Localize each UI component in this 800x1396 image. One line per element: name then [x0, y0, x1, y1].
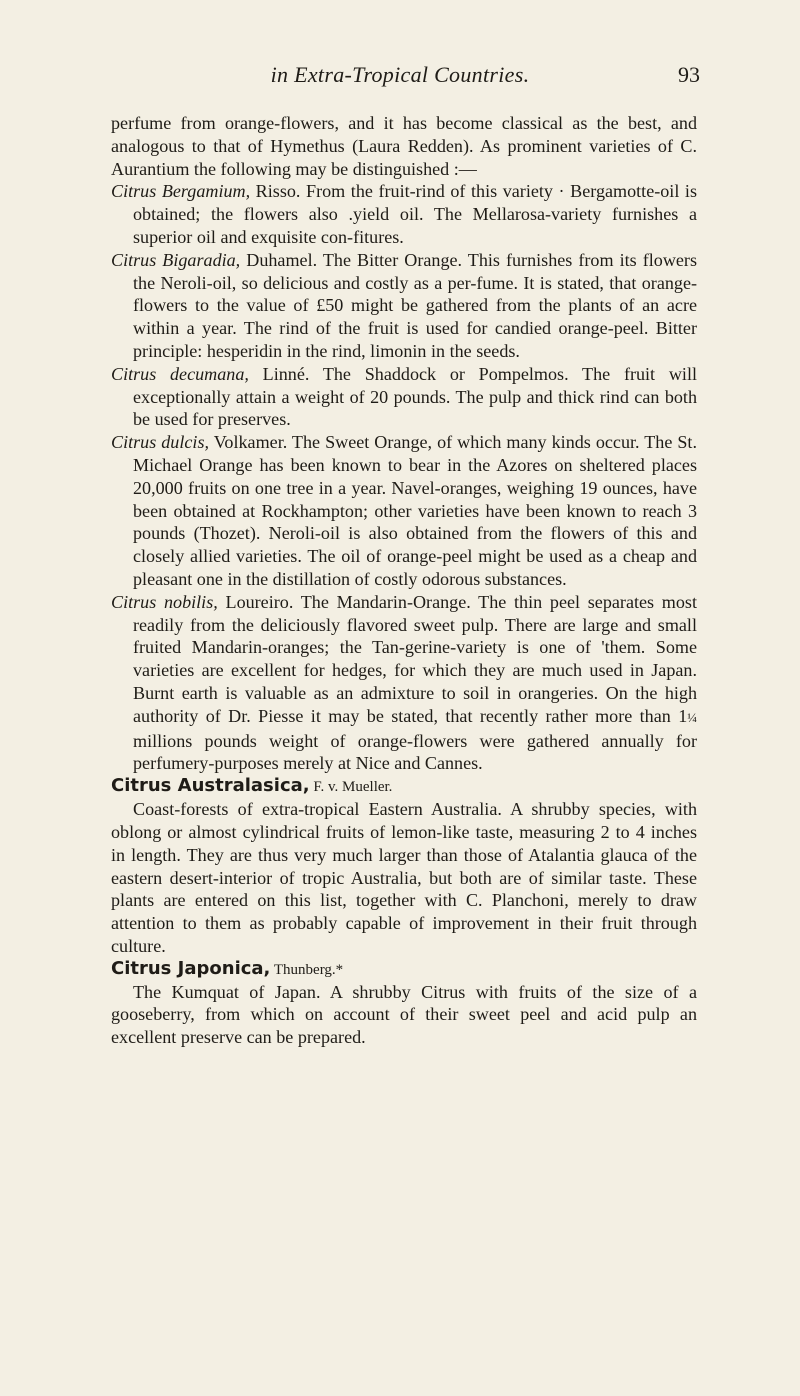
- entry-text: Volkamer. The Sweet Orange, of which many kinds occur. The St. Michael Orange has been known to bear in the Azores on sheltered places 20,000 fruits on one tree in a year. Navel-oranges, weighing 19 ounces, have been obtained at Rockhampton; other varieties have been known to reach 3 pounds (Thozet). Neroli-oil is also obtained from the flowers of this and closely allied varieties. The oil of orange-peel might be used as a cheap and pleasant one in the distillation of costly odorous substances.: [133, 432, 697, 589]
- section-heading: [111, 775, 697, 798]
- section-heading: [111, 958, 697, 981]
- variety-entry: [111, 363, 697, 431]
- variety-entry: [111, 249, 697, 363]
- section-title: Citrus Japonica,: [111, 957, 271, 979]
- species-name: Citrus nobilis,: [111, 591, 218, 612]
- page-number: 93: [678, 62, 700, 87]
- fraction: ¼: [687, 709, 697, 725]
- entry-text: Duhamel. The Bitter Orange. This furnishes from its flowers the Neroli-oil, so delicious and costly as a per-fume. It is stated, that orange-flowers to the value of £50 might be gathered from the plants of an acre within a year. The rind of the fruit is used for candied orange-peel. Bitter principle: hesperidin in the rind, limonin in the seeds.: [133, 249, 697, 361]
- page-body: [111, 112, 697, 1049]
- entry-text: Linné. The Shaddock or Pompelmos. The fruit will exceptionally attain a weight of 20 pounds. The pulp and thick rind can both be used for preserves.: [133, 363, 697, 430]
- running-title: in Extra-Tropical Countries.: [270, 62, 530, 87]
- section-title: Citrus Australasica,: [111, 775, 310, 797]
- variety-entry: [111, 180, 697, 248]
- species-name: Citrus decumana,: [111, 363, 249, 384]
- section-authority: Thunberg.*: [270, 961, 344, 978]
- entry-text: Loureiro. The Mandarin-Orange. The thin peel separates most readily from the deliciously flavored sweet pulp. There are large and small fruited Mandarin-oranges; the Tan-gerine-variety is one of 'them. Some varieties are excellent for hedges, for which they are much used in Japan. Burnt earth is valuable as an admixture to soil in orangeries. On the high authority of Dr. Piesse it may be stated, that recently rather more than 1: [133, 591, 697, 726]
- section-authority: F. v. Mueller.: [309, 779, 393, 796]
- section-body: The Kumquat of Japan. A shrubby Citrus with fruits of the size of a gooseberry, from which on account of their sweet peel and acid pulp an excellent preserve can be prepared.: [111, 981, 697, 1048]
- species-name: Citrus dulcis,: [111, 432, 210, 453]
- entry-text-cont: millions pounds weight of orange-flowers were gathered annually for perfumery-purposes merely at Nice and Cannes.: [133, 730, 697, 774]
- variety-entry: [111, 431, 697, 591]
- running-head: [0, 62, 800, 92]
- species-name: Citrus Bigaradia,: [111, 249, 241, 270]
- variety-entry: [111, 591, 697, 775]
- section-body: Coast-forests of extra-tropical Eastern Australia. A shrubby species, with oblong or almost cylindrical fruits of lemon-like taste, measuring 2 to 4 inches in length. They are thus very much larger than those of Atalantia glauca of the eastern desert-interior of tropic Australia, but both are of similar taste. These plants are entered on this list, together with C. Planchoni, merely to draw attention to them as probably capable of improvement in their fruit through culture.: [111, 799, 697, 956]
- species-name: Citrus Bergamium,: [111, 181, 251, 202]
- entry-text: Risso. From the fruit-rind of this variety · Bergamotte-oil is obtained; the flowers also .yield oil. The Mellarosa-variety furnishes a superior oil and exquisite con-fitures.: [133, 181, 697, 247]
- intro-paragraph: perfume from orange-flowers, and it has become classical as the best, and analogous to that of Hymethus (Laura Redden). As prominent varieties of C. Aurantium the following may be distinguished :—: [111, 113, 697, 179]
